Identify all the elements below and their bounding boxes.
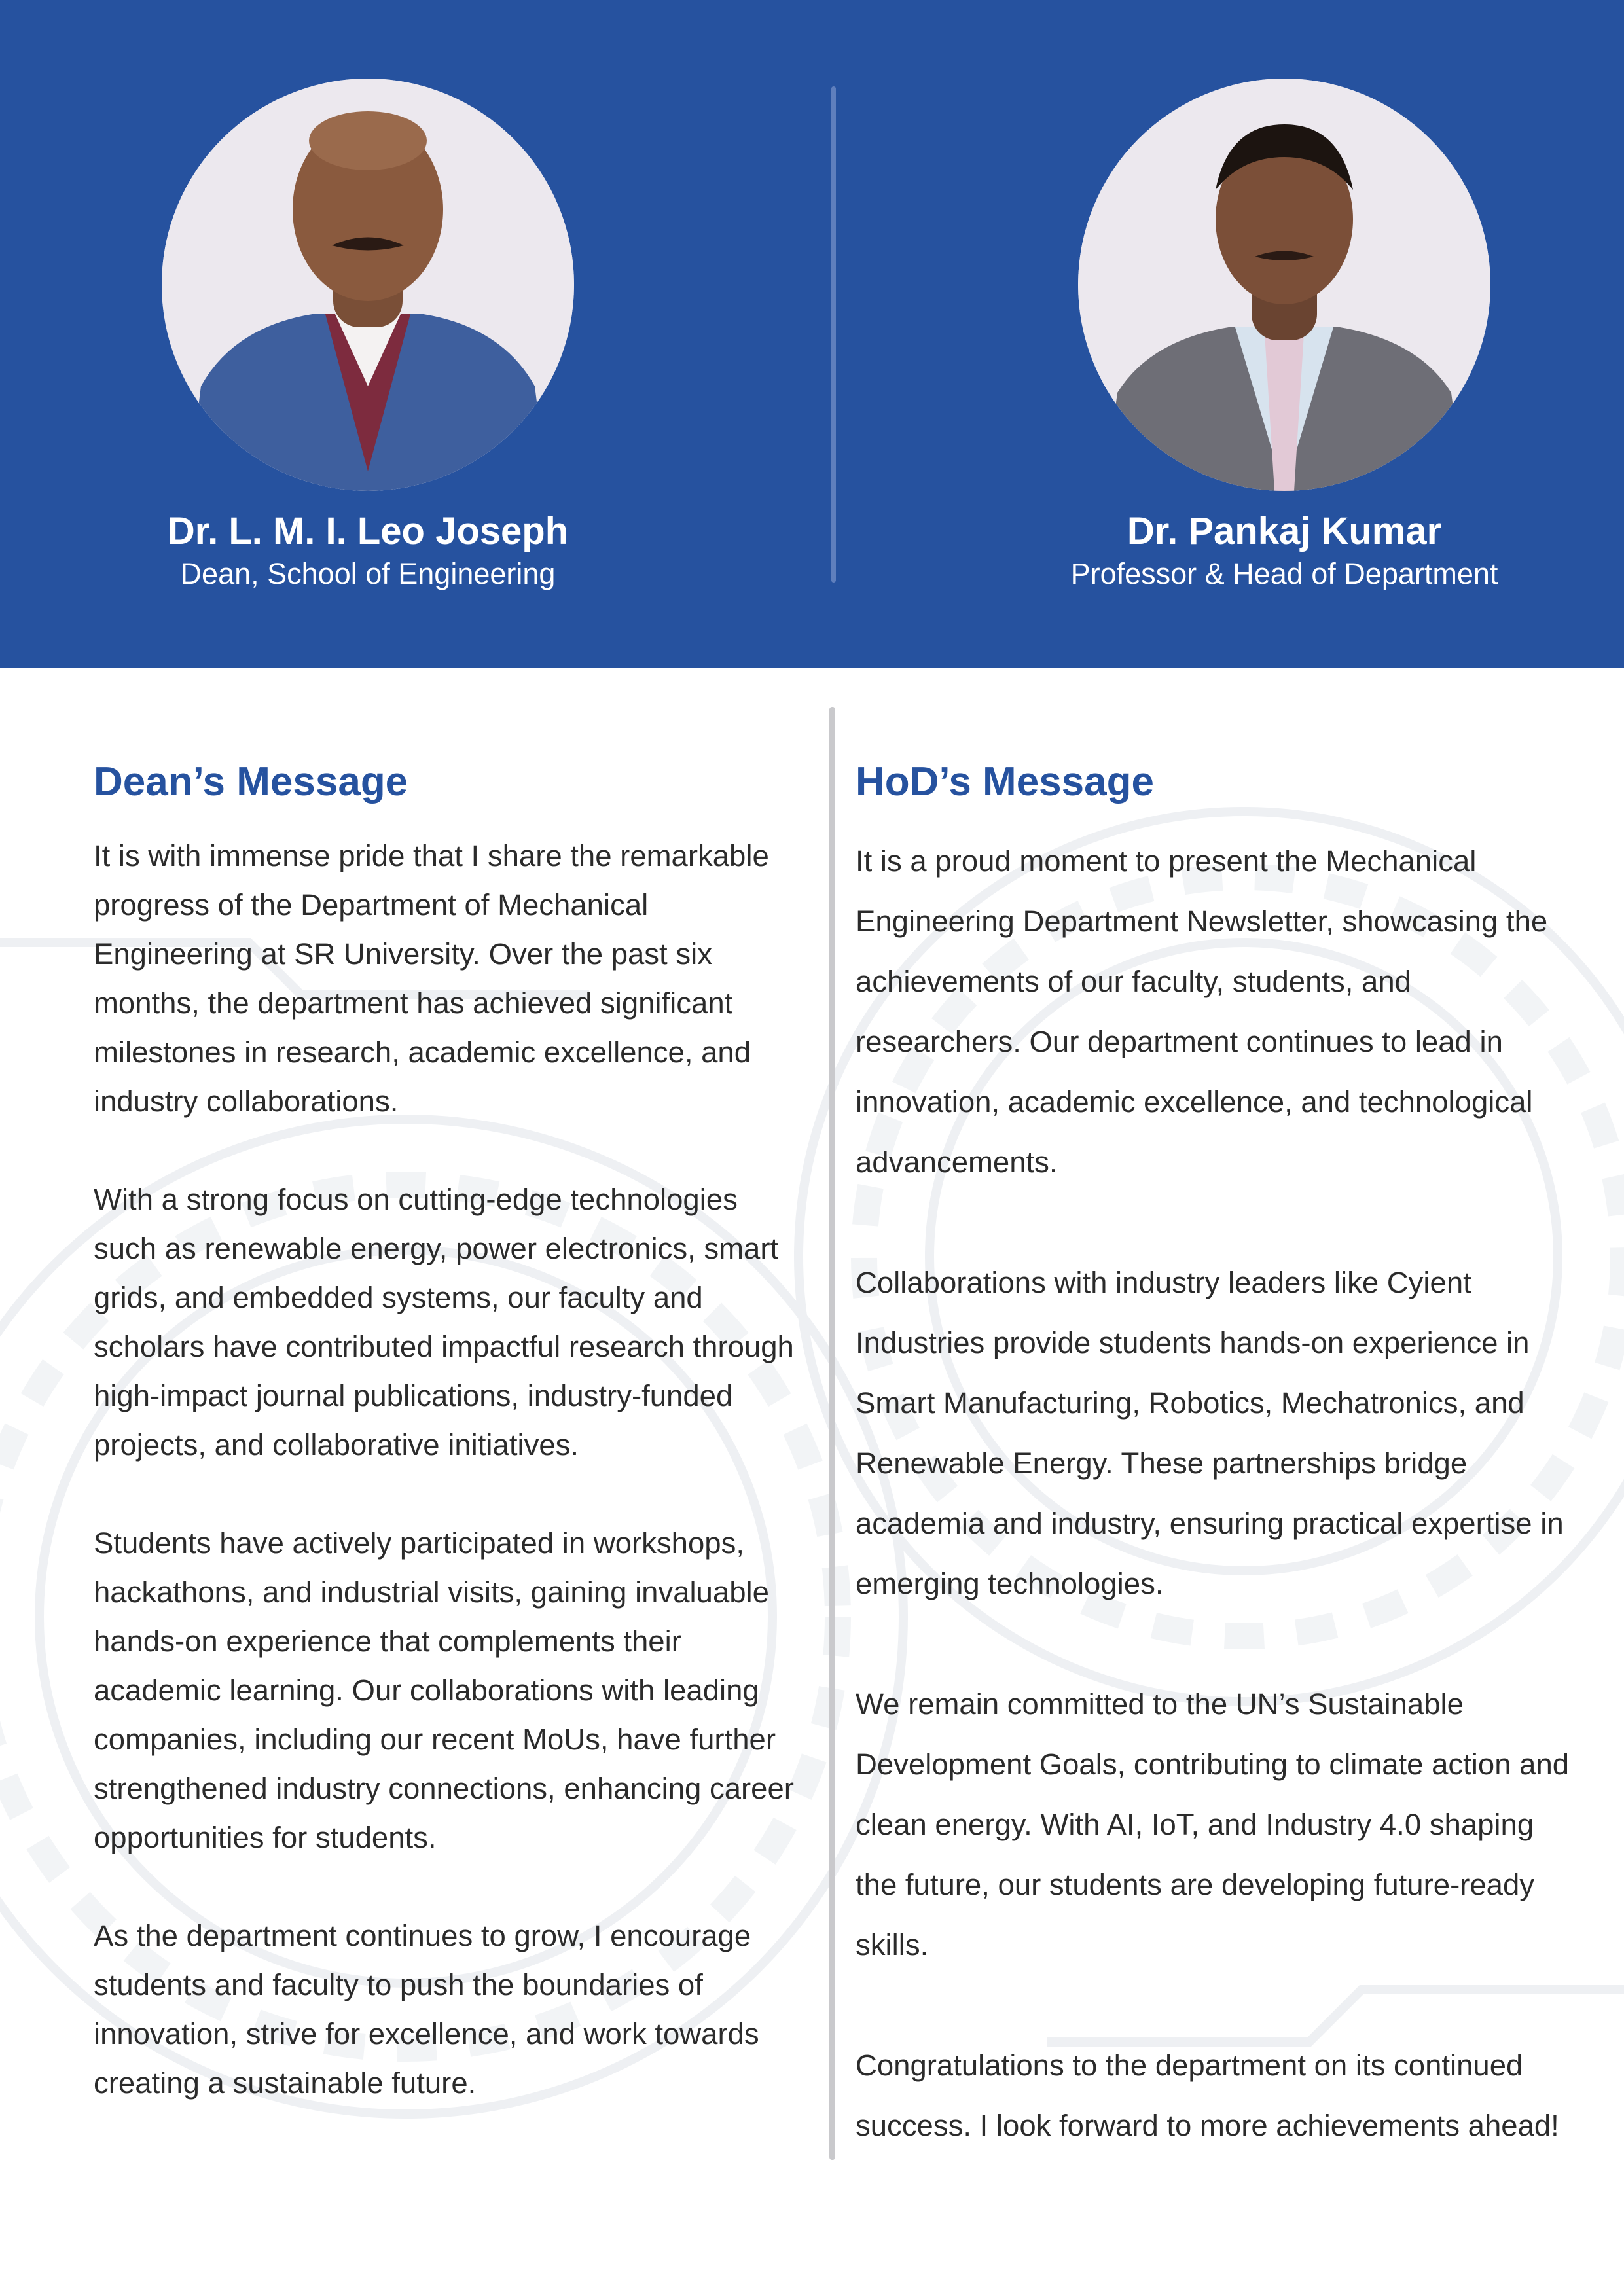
hod-message-section <box>856 753 1582 2156</box>
hod-role: Professor & Head of Department <box>1070 557 1498 590</box>
hod-profile <box>957 79 1612 593</box>
header-banner <box>0 0 1624 668</box>
hod-name: Dr. Pankaj Kumar <box>1127 510 1442 552</box>
hod-paragraph: Congratulations to the department on its continued success. I look forward to more achievements ahead! <box>856 2049 1559 2142</box>
dean-message-heading: Dean’s Message <box>94 759 408 804</box>
dean-message-section <box>94 753 801 2108</box>
hod-photo <box>1078 79 1490 491</box>
dean-message-body <box>94 831 801 2108</box>
dean-paragraph: It is with immense pride that I share the remarkable progress of the Department of Mechanical Engineering at SR University. Over the past six months, the department has achieved significant milestones in research, academic excellence, and industry collaborations. <box>94 839 769 1118</box>
dean-role: Dean, School of Engineering <box>180 557 556 590</box>
dean-portrait-illustration <box>162 79 574 491</box>
hod-portrait-illustration <box>1078 79 1490 491</box>
dean-paragraph: Students have actively participated in workshops, hackathons, and industrial visits, gaining invaluable hands-on experience that complements their academic learning. Our collaborations with leading companies, including our recent MoUs, have further strengthened industry connections, enhancing career opportunities for students. <box>94 1526 794 1854</box>
dean-paragraph: With a strong focus on cutting-edge technologies such as renewable energy, power electronics, smart grids, and embedded systems, our faculty and scholars have contributed impactful research through high-impact journal publications, industry-funded projects, and collaborative initiatives. <box>94 1183 794 1462</box>
hod-paragraph: We remain committed to the UN’s Sustainable Development Goals, contributing to climate action and clean energy. With AI, IoT, and Industry 4.0 shaping the future, our students are developing future-ready skills. <box>856 1687 1570 1962</box>
dean-name: Dr. L. M. I. Leo Joseph <box>167 510 569 552</box>
dean-paragraph: As the department continues to grow, I encourage students and faculty to push the boundaries of innovation, strive for excellence, and work towards creating a sustainable future. <box>94 1919 759 2100</box>
hod-paragraph: It is a proud moment to present the Mechanical Engineering Department Newsletter, showcasing the achievements of our faculty, students, and researchers. Our department continues to lead in innovation, academic excellence, and technological advancements. <box>856 844 1548 1179</box>
header-divider <box>831 86 836 583</box>
hod-message-heading: HoD’s Message <box>856 759 1154 804</box>
column-divider <box>829 707 835 2160</box>
dean-photo <box>162 79 574 491</box>
hod-message-body <box>856 831 1582 2156</box>
hod-paragraph: Collaborations with industry leaders like Cyient Industries provide students hands-on experience in Smart Manufacturing, Robotics, Mechatronics, and Renewable Energy. These partnerships bridge academia and industry, ensuring practical expertise in emerging technologies. <box>856 1266 1564 1600</box>
dean-profile <box>41 79 695 593</box>
